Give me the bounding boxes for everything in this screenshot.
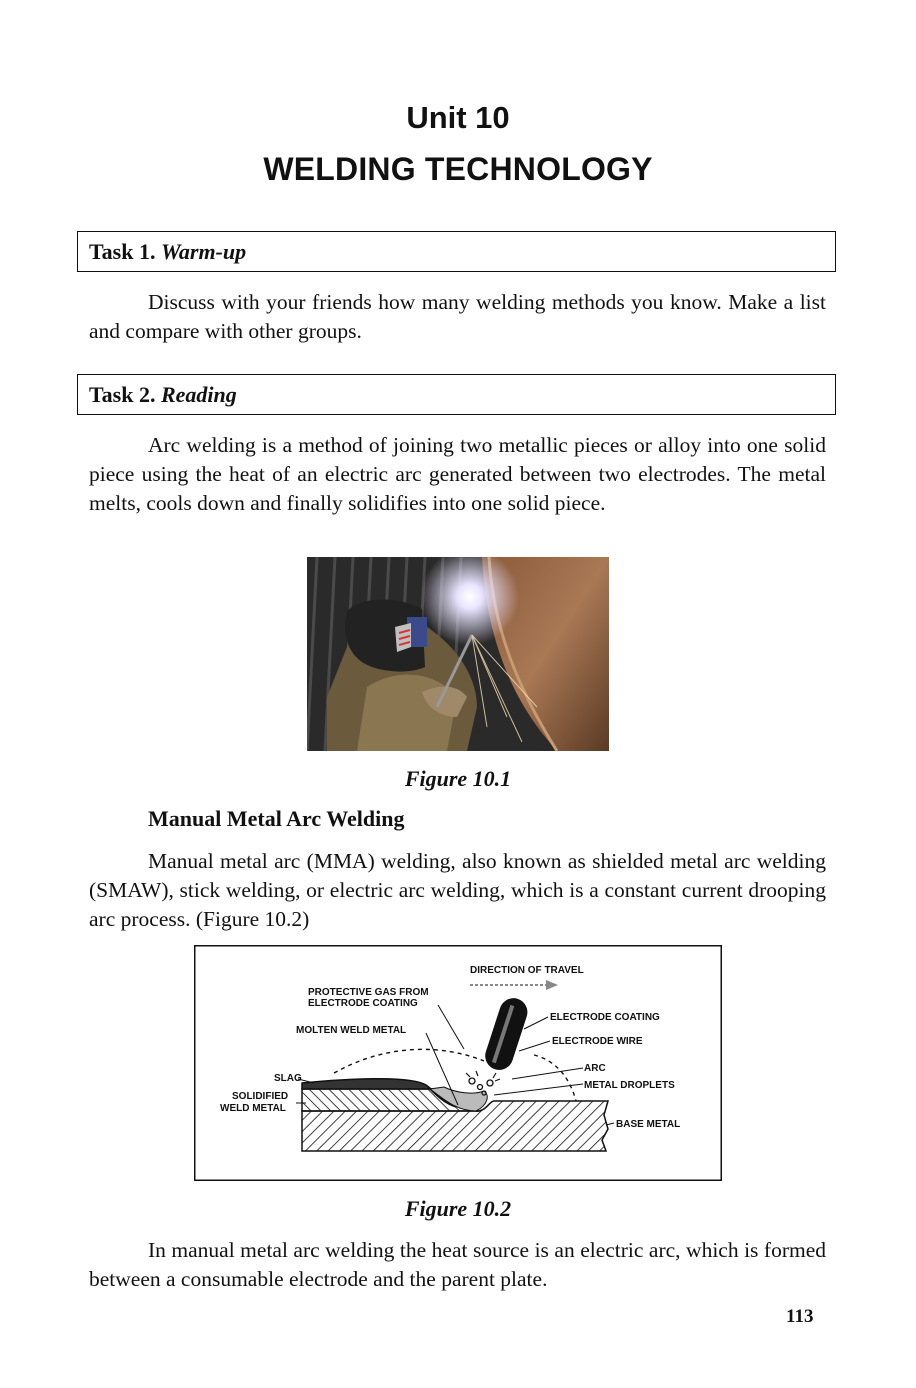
label-solidified-1: SOLIDIFIED (232, 1091, 289, 1102)
label-gas-1: PROTECTIVE GAS FROM (308, 987, 429, 998)
closing-text: In manual metal arc welding the heat source is an electric arc, which is formed between a consumable electrode and the parent plate. (89, 1238, 826, 1291)
page-title: WELDING TECHNOLOGY (263, 151, 653, 187)
label-gas-2: ELECTRODE COATING (308, 998, 418, 1009)
task2-label: Task 2. (89, 382, 156, 407)
label-slag: SLAG (274, 1073, 302, 1084)
task1-name: Warm-up (160, 239, 247, 264)
welder-photo (307, 557, 609, 751)
mma-diagram (194, 945, 722, 1181)
task1-header (77, 231, 836, 272)
task2-header (77, 374, 836, 415)
label-molten: MOLTEN WELD METAL (296, 1025, 407, 1036)
page-number: 113 (786, 1306, 814, 1327)
label-wire: ELECTRODE WIRE (552, 1036, 643, 1047)
task1-text: Discuss with your friends how many welding methods you know. Make a list and compare with other groups. (89, 290, 826, 343)
task1-label: Task 1. (89, 239, 156, 264)
unit-number: Unit 10 (406, 100, 510, 135)
label-arc: ARC (584, 1063, 606, 1074)
figure2-caption: Figure 10.2 (404, 1196, 512, 1221)
label-solidified-2: WELD METAL (220, 1103, 286, 1114)
task2-name: Reading (160, 382, 237, 407)
label-base: BASE METAL (616, 1119, 681, 1130)
label-direction: DIRECTION OF TRAVEL (470, 965, 584, 976)
label-coating: ELECTRODE COATING (550, 1012, 660, 1023)
figure1-caption: Figure 10.1 (404, 766, 512, 791)
task2-text: Arc welding is a method of joining two metallic pieces or alloy into one solid piece using the heat of an electric arc generated between two electrodes. The metal melts, cools down and finally solidifies into one solid piece. (89, 433, 826, 515)
label-droplets: METAL DROPLETS (584, 1080, 675, 1091)
section-heading: Manual Metal Arc Welding (148, 806, 405, 831)
section-text: Manual metal arc (MMA) welding, also known as shielded metal arc welding (SMAW), stick welding, or electric arc welding, which is a constant current drooping arc process. (Figure 10.2) (89, 849, 826, 931)
